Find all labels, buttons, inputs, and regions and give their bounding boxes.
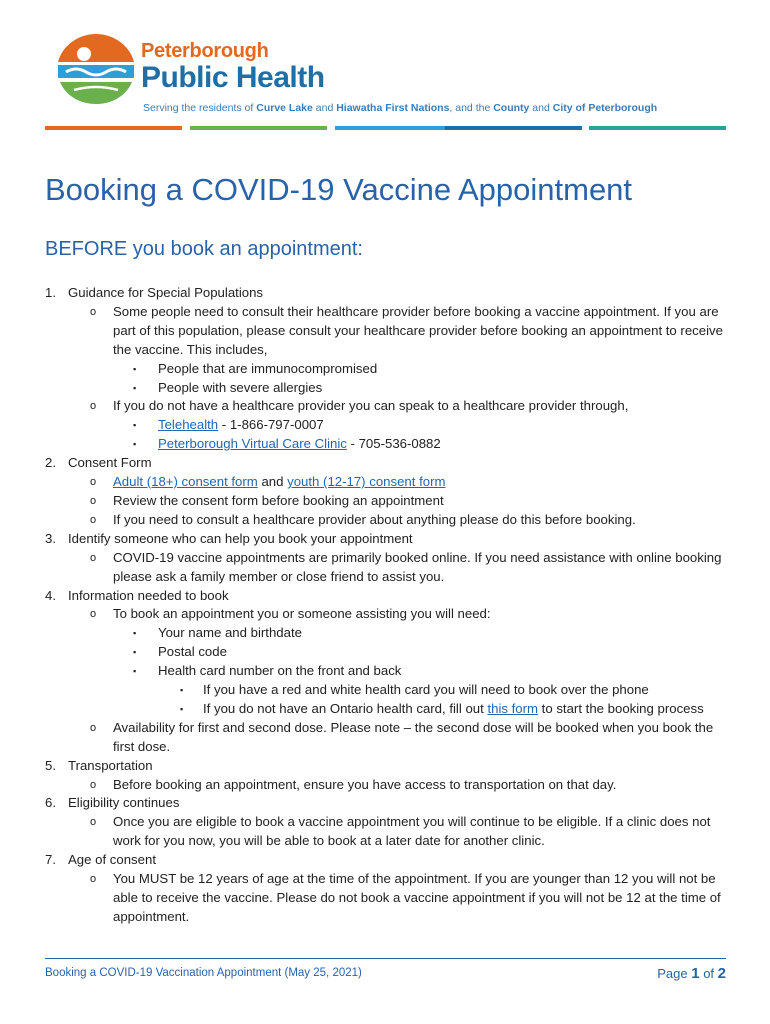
- bullet-marker: ▪: [133, 439, 137, 450]
- tagline-text: and: [312, 102, 337, 114]
- brand-line-2: Public Health: [141, 61, 325, 94]
- sub-sub-item: [0, 360, 770, 379]
- item-number: 3.: [45, 530, 56, 546]
- bullet-marker: o: [90, 305, 97, 318]
- current-page: 1: [691, 965, 700, 982]
- list-item: [0, 794, 770, 813]
- health-card-form-link[interactable]: this form: [487, 700, 539, 716]
- sub-item-text: Once you are eligible to book a vaccine appointment you will continue to be eligible. If a clinic does not work for you now, you will be able to book at a later date for another clinic.: [113, 814, 711, 849]
- color-bar: [45, 126, 182, 130]
- sub-item-text: Postal code: [158, 644, 227, 660]
- total-pages: 2: [717, 965, 726, 982]
- sub-item-text: Availability for first and second dose. Please note – the second dose will be booked when you book the first dose.: [113, 719, 714, 754]
- item-label: Age of consent: [68, 852, 156, 868]
- header-color-bars: [45, 126, 726, 130]
- bullet-marker: o: [90, 873, 97, 886]
- guidance-list: [0, 284, 770, 927]
- bullet-marker: ▪: [133, 363, 137, 374]
- sub-item-text: Health card number on the front and back: [158, 663, 402, 679]
- page-title: Booking a COVID-19 Vaccine Appointment: [45, 172, 633, 207]
- brand-line-1: Peterborough: [141, 40, 269, 62]
- item-label: Transportation: [68, 757, 153, 773]
- sub-item-text: To book an appointment you or someone assisting you will need:: [113, 606, 491, 622]
- color-bar: [445, 126, 582, 130]
- footer-document-title: Booking a COVID-19 Vaccination Appointment (May 25, 2021): [45, 967, 362, 979]
- sub-item-text: COVID-19 vaccine appointments are primarily booked online. If you need assistance with online booking please ask a family member or close friend to assist you.: [113, 549, 722, 584]
- item-label: Eligibility continues: [68, 795, 180, 811]
- brand-wordmark: [141, 40, 325, 94]
- item-number: 7.: [45, 852, 56, 868]
- sub-sub-sub-item: [0, 681, 770, 700]
- section-heading: BEFORE you book an appointment:: [45, 238, 363, 260]
- sub-item-text: Your name and birthdate: [158, 625, 302, 641]
- page-footer: [45, 958, 726, 982]
- sub-item-text: You MUST be 12 years of age at the time of the appointment. If you are younger than 12 you will not be able to receive the vaccine. Please do not book a vaccine appointment if you will not be 12 at the time of appointment.: [113, 871, 721, 924]
- sub-sub-sub-item: [0, 700, 770, 719]
- color-bar: [589, 126, 726, 130]
- telehealth-link[interactable]: Telehealth: [158, 417, 219, 433]
- sub-item: [0, 549, 770, 587]
- sub-item-text: If you need to consult a healthcare provider about anything please do this before booking.: [113, 511, 636, 527]
- sub-item-text: People with severe allergies: [158, 379, 323, 395]
- sub-item: [0, 870, 770, 927]
- item-label: Information needed to book: [68, 587, 229, 603]
- sub-item-text: and: [257, 474, 288, 490]
- bullet-marker: o: [90, 513, 97, 526]
- item-label: Identify someone who can help you book your appointment: [68, 530, 413, 546]
- list-item: [0, 757, 770, 776]
- bullet-marker: ▪: [133, 628, 137, 639]
- bullet-marker: o: [90, 494, 97, 507]
- tagline-county: County: [493, 102, 530, 114]
- list-item: [0, 454, 770, 473]
- sub-item: [0, 719, 770, 757]
- bullet-marker: o: [90, 778, 97, 791]
- sub-sub-item: [0, 624, 770, 643]
- sub-sub-item: [0, 379, 770, 398]
- sub-item-text: People that are immunocompromised: [158, 360, 378, 376]
- item-label: Guidance for Special Populations: [68, 285, 264, 300]
- item-number: 2.: [45, 455, 56, 471]
- sub-item-text: If you do not have an Ontario health card, fill out: [203, 700, 488, 716]
- sub-item: [0, 473, 770, 492]
- tagline: [143, 102, 657, 114]
- adult-consent-form-link[interactable]: Adult (18+) consent form: [113, 474, 258, 490]
- bullet-marker: ▪: [133, 666, 137, 677]
- tagline-curve-lake: Curve Lake: [256, 102, 313, 114]
- sub-item: [0, 397, 770, 416]
- bullet-marker: o: [90, 816, 97, 829]
- tagline-city: City of Peterborough: [552, 102, 658, 114]
- list-item: [0, 530, 770, 549]
- tagline-text: , and the: [449, 102, 494, 114]
- page-of-label: of: [699, 966, 718, 981]
- sub-sub-item: [0, 662, 770, 681]
- sub-item-text: Before booking an appointment, ensure you have access to transportation on that day.: [113, 776, 617, 792]
- sub-item: [0, 511, 770, 530]
- sub-item: [0, 813, 770, 851]
- bullet-marker: o: [90, 721, 97, 734]
- bullet-marker: ▪: [180, 703, 184, 714]
- sub-item-text: to start the booking process: [538, 700, 704, 716]
- phone-number: - 1-866-797-0007: [218, 417, 324, 433]
- sub-item-text: Some people need to consult their healthcare provider before booking a vaccine appointment. If you are part of this population, please consult your healthcare provider before booking an appointment to receive the vaccine. This includes,: [113, 303, 723, 357]
- virtual-care-clinic-link[interactable]: Peterborough Virtual Care Clinic: [158, 436, 347, 452]
- sub-item: [0, 492, 770, 511]
- sub-sub-item: [0, 416, 770, 435]
- sub-sub-item: [0, 643, 770, 662]
- item-number: 5.: [45, 757, 56, 773]
- bullet-marker: ▪: [133, 647, 137, 658]
- tagline-text: Serving the residents of: [143, 102, 257, 114]
- sub-sub-item: [0, 435, 770, 454]
- sub-item: [0, 303, 770, 360]
- peterborough-public-health-logo: [56, 32, 136, 106]
- tagline-text: and: [529, 102, 553, 114]
- bullet-marker: o: [90, 608, 97, 621]
- bullet-marker: ▪: [133, 382, 137, 393]
- sub-item-text: Review the consent form before booking an appointment: [113, 492, 444, 508]
- youth-consent-form-link[interactable]: youth (12-17) consent form: [287, 474, 446, 490]
- item-number: 4.: [45, 587, 56, 603]
- sub-item-text: If you have a red and white health card you will need to book over the phone: [203, 682, 649, 698]
- bullet-marker: o: [90, 400, 97, 413]
- item-number: 1.: [45, 285, 56, 300]
- item-label: Consent Form: [68, 455, 152, 471]
- list-item: [0, 587, 770, 606]
- sub-item-text: If you do not have a healthcare provider you can speak to a healthcare provider through,: [113, 398, 629, 414]
- sub-item: [0, 605, 770, 624]
- bullet-marker: o: [90, 476, 97, 489]
- sub-item: [0, 776, 770, 795]
- list-item: [0, 851, 770, 870]
- bullet-marker: ▪: [180, 685, 184, 696]
- list-item: [0, 284, 770, 303]
- item-number: 6.: [45, 795, 56, 811]
- tagline-hiawatha: Hiawatha First Nations: [336, 102, 450, 114]
- page-label: Page: [657, 966, 692, 981]
- bullet-marker: o: [90, 551, 97, 564]
- phone-number: - 705-536-0882: [346, 436, 441, 452]
- bullet-marker: ▪: [133, 420, 137, 431]
- color-bar: [190, 126, 327, 130]
- page-number: [657, 965, 726, 982]
